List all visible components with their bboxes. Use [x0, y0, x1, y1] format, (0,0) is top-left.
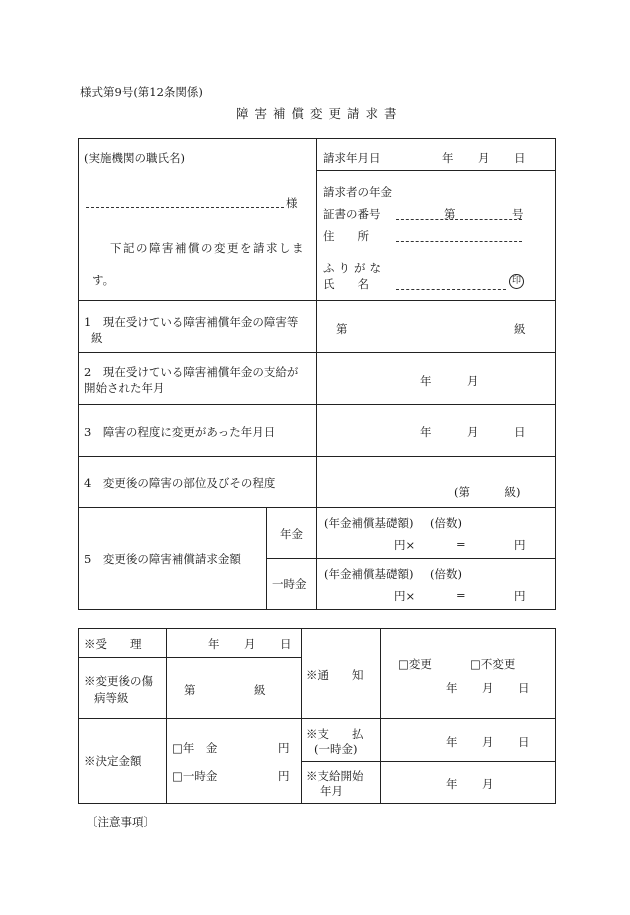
payment-month[interactable]: 月	[482, 735, 494, 749]
furigana-label: ふりがな	[323, 261, 385, 275]
lump-yen-times[interactable]: 円×	[394, 589, 416, 603]
row-divider	[78, 404, 556, 405]
row-divider	[78, 352, 556, 353]
column-divider	[316, 138, 317, 610]
lump-multiplier-label: (倍数)	[430, 567, 462, 581]
receipt-year[interactable]: 年	[208, 637, 220, 651]
payment-start-month[interactable]: 月	[482, 777, 494, 791]
lump-basis-label: (年金補償基礎額)	[324, 567, 414, 581]
payment-start-label-2: 年月	[320, 784, 343, 798]
payment-label: ※支 払	[306, 727, 364, 741]
addressee-line[interactable]	[86, 207, 284, 208]
item-1-kyu: 級	[514, 322, 526, 336]
payment-label-2: (一時金)	[314, 742, 358, 756]
changed-grade-dai: 第	[184, 683, 196, 697]
item-1-label: 1 現在受けている障害補償年金の障害等	[84, 315, 299, 329]
notice-year[interactable]: 年	[446, 681, 458, 695]
lump-equals: =	[456, 588, 466, 602]
receipt-day[interactable]: 日	[280, 637, 292, 651]
pension-cert-label: 請求者の年金	[323, 185, 392, 199]
pension-cert-label-2: 証書の番号	[323, 207, 381, 221]
notice-label: ※通 知	[306, 668, 364, 682]
changed-grade-label: ※変更後の傷	[84, 674, 153, 688]
column-divider	[301, 628, 302, 804]
decided-amount-label: ※決定金額	[84, 754, 142, 768]
request-date-month[interactable]: 月	[478, 151, 490, 165]
column-divider	[380, 628, 381, 804]
pension-yen-times[interactable]: 円×	[394, 538, 416, 552]
item-2-year[interactable]: 年	[420, 374, 432, 388]
name-line[interactable]	[396, 289, 506, 290]
item-2-label-2: 開始された年月	[84, 381, 165, 395]
notice-day[interactable]: 日	[518, 681, 530, 695]
cert-number-line[interactable]	[396, 219, 522, 220]
row-divider	[78, 300, 556, 301]
payment-day[interactable]: 日	[518, 735, 530, 749]
page-title: 障害補償変更請求書	[236, 106, 403, 121]
pension-amount-yen[interactable]: 円	[278, 741, 290, 755]
column-divider	[266, 507, 267, 610]
addressee-label: (実施機関の職氏名)	[84, 151, 185, 165]
pension-multiplier-label: (倍数)	[430, 516, 462, 530]
item-2-label: 2 現在受けている障害補償年金の支給が	[84, 365, 299, 379]
cert-go: 号	[512, 207, 524, 221]
request-text: 下記の障害補償の変更を請求しま	[110, 241, 305, 255]
item-5-label: 5 変更後の障害補償請求金額	[84, 552, 241, 566]
notice-month[interactable]: 月	[482, 681, 494, 695]
changed-grade-kyu: 級	[254, 683, 266, 697]
pension-basis-label: (年金補償基礎額)	[324, 516, 414, 530]
row-divider	[266, 558, 556, 559]
item-2-month[interactable]: 月	[467, 374, 479, 388]
row-divider	[78, 718, 556, 719]
changed-checkbox[interactable]: □変更	[398, 657, 432, 671]
form-number: 様式第9号(第12条関係)	[80, 85, 203, 99]
lump-yen[interactable]: 円	[514, 589, 526, 603]
payment-start-year[interactable]: 年	[446, 777, 458, 791]
row-divider	[301, 761, 556, 762]
pension-yen[interactable]: 円	[514, 538, 526, 552]
receipt-label: ※受 理	[84, 637, 142, 651]
lump-sum-label: 一時金	[272, 577, 307, 591]
item-3-label: 3 障害の程度に変更があった年月日	[84, 425, 276, 439]
receipt-month[interactable]: 月	[244, 637, 256, 651]
row-divider	[316, 170, 556, 171]
address-label: 住 所	[323, 229, 369, 243]
column-divider	[166, 628, 167, 804]
seal-mark: 印	[509, 274, 524, 289]
notes-heading: 〔注意事項〕	[86, 815, 155, 829]
pension-label: 年金	[280, 527, 303, 541]
row-divider	[78, 657, 301, 658]
lump-sum-amount-yen[interactable]: 円	[278, 769, 290, 783]
payment-start-label: ※支給開始	[306, 769, 364, 783]
cert-dai: 第	[444, 207, 456, 221]
changed-grade-label-2: 病等級	[94, 691, 129, 705]
payment-year[interactable]: 年	[446, 735, 458, 749]
item-4-grade[interactable]: (第 級)	[454, 485, 521, 499]
item-4-label: 4 変更後の障害の部位及びその程度	[84, 476, 276, 490]
unchanged-checkbox[interactable]: □不変更	[470, 657, 516, 671]
pension-checkbox[interactable]: □年 金	[172, 741, 218, 755]
request-date-day[interactable]: 日	[514, 151, 526, 165]
item-3-month[interactable]: 月	[467, 425, 479, 439]
request-text-end: す。	[92, 273, 115, 287]
pension-equals: =	[456, 537, 466, 551]
item-3-year[interactable]: 年	[420, 425, 432, 439]
item-1-label-2: 級	[91, 331, 103, 345]
lump-sum-checkbox[interactable]: □一時金	[172, 769, 218, 783]
item-3-day[interactable]: 日	[514, 425, 526, 439]
row-divider	[78, 507, 556, 508]
item-1-dai: 第	[336, 322, 348, 336]
address-line[interactable]	[396, 241, 522, 242]
row-divider	[78, 456, 556, 457]
request-date-year[interactable]: 年	[442, 151, 454, 165]
honorific: 様	[286, 196, 298, 210]
name-label: 氏 名	[323, 277, 369, 291]
request-date-label: 請求年月日	[323, 151, 381, 165]
